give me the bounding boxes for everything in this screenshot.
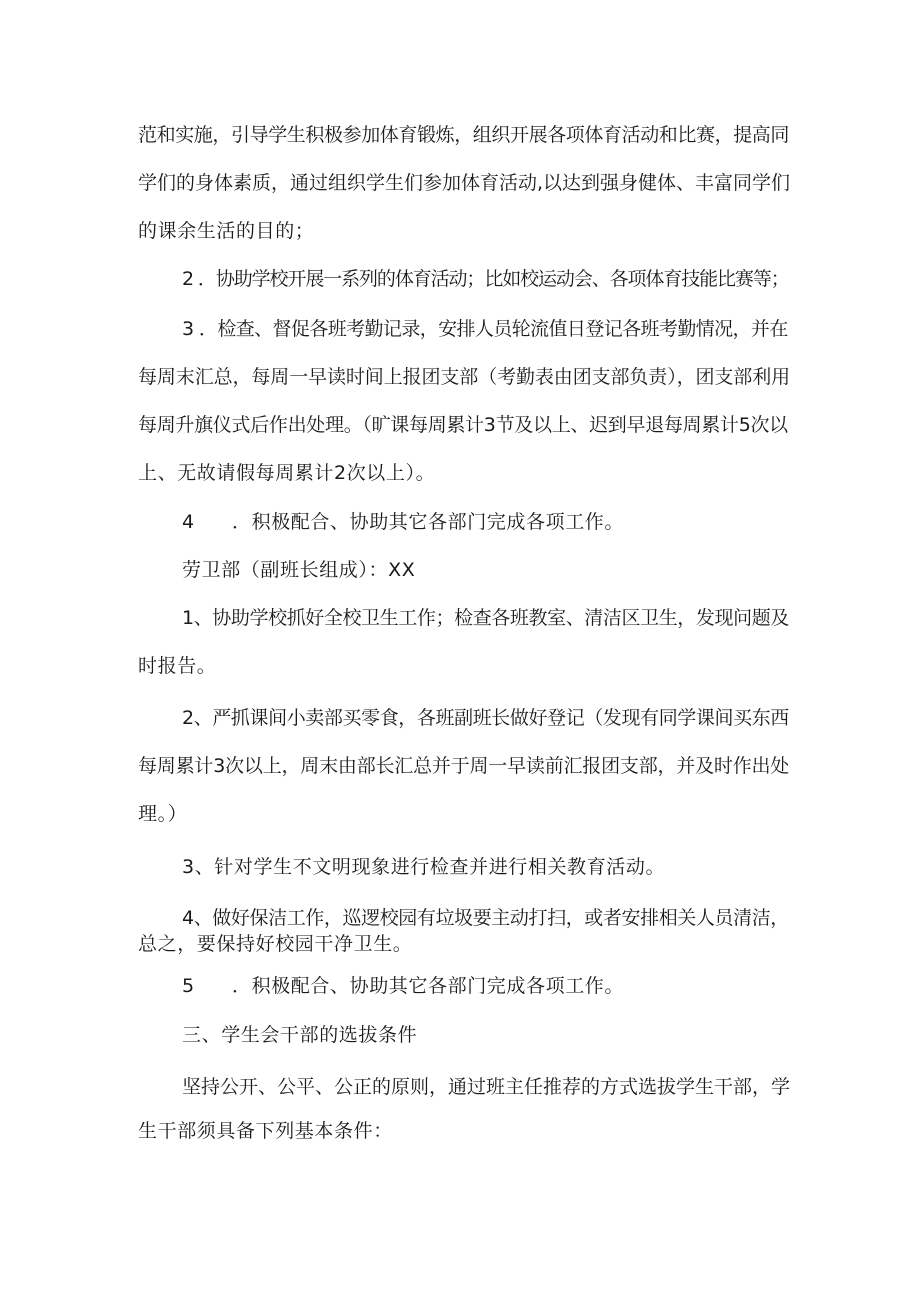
paragraph-line: 学们的身体素质，通过组织学生们参加体育活动,以达到强身健体、丰富同学们 bbox=[138, 172, 791, 194]
paragraph-line: 的课余生活的目的； bbox=[138, 220, 315, 242]
paragraph-line: ．积极配合、协助其它各部门完成各项工作。 bbox=[232, 511, 625, 533]
paragraph-line: 3、针对学生不文明现象进行检查并进行相关教育活动。 bbox=[182, 856, 666, 878]
paragraph-line: 2、严抓课间小卖部买零食，各班副班长做好登记（发现有同学课间买东西 bbox=[182, 707, 789, 729]
paragraph-line: 每周末汇总，每周一早读时间上报团支部（考勤表由团支部负责），团支部利用 bbox=[138, 366, 791, 388]
paragraph-line: 每周升旗仪式后作出处理。（旷课每周累计3节及以上、迟到早退每周累计5次以 bbox=[138, 414, 788, 436]
section-heading: 三、学生会干部的选拔条件 bbox=[182, 1024, 418, 1046]
paragraph-line: 上、无故请假每周累计2次以上）。 bbox=[138, 462, 436, 484]
paragraph-line: 1、协助学校抓好全校卫生工作；检查各班教室、清洁区卫生，发现问题及 bbox=[182, 607, 789, 629]
paragraph-line: 总之，要保持好校园干净卫生。 bbox=[138, 933, 413, 955]
paragraph-line: 4、做好保洁工作，巡逻校园有垃圾要主动打扫，或者安排相关人员清洁， bbox=[182, 907, 789, 929]
list-number: 4 bbox=[182, 511, 195, 533]
paragraph-line: 坚持公开、公平、公正的原则，通过班主任推荐的方式选拔学生干部，学 bbox=[182, 1076, 791, 1098]
paragraph-line: 范和实施，引导学生积极参加体育锻炼，组织开展各项体育活动和比赛，提高同 bbox=[138, 124, 790, 146]
paragraph-line: 2 ．协助学校开展一系列的体育活动；比如校运动会、各项体育技能比赛等； bbox=[182, 268, 789, 290]
paragraph-line: 理。） bbox=[138, 803, 188, 825]
paragraph-line: ．积极配合、协助其它各部门完成各项工作。 bbox=[232, 975, 625, 997]
section-heading: 劳卫部（副班长组成）：XX bbox=[182, 559, 416, 581]
paragraph-line: 每周累计3次以上，周末由部长汇总并于周一早读前汇报团支部，并及时作出处 bbox=[138, 755, 790, 777]
paragraph-line: 3 ．检查、督促各班考勤记录，安排人员轮流值日登记各班考勤情况，并在 bbox=[182, 318, 788, 340]
paragraph-line: 时报告。 bbox=[138, 655, 217, 677]
list-number: 5 bbox=[182, 975, 195, 997]
paragraph-line: 生干部须具备下列基本条件： bbox=[138, 1120, 393, 1142]
